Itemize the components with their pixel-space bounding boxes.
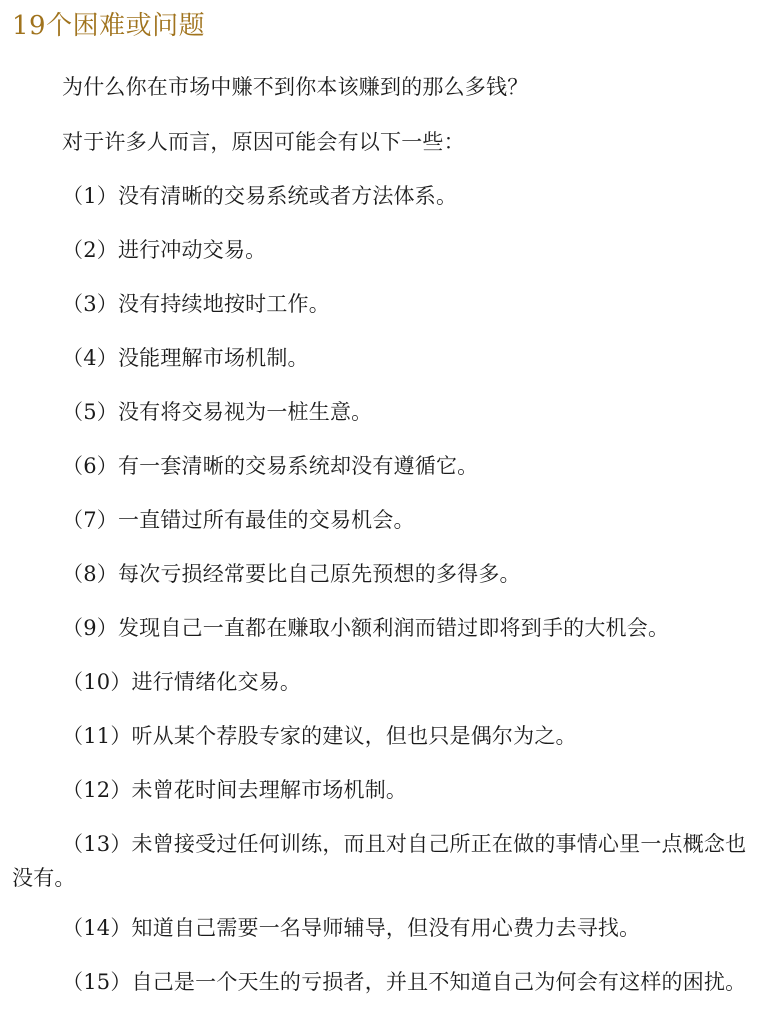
list-item-4: （4）没能理解市场机制。 xyxy=(62,346,309,370)
list-item-15: （15）自己是一个天生的亏损者，并且不知道自己为何会有这样的困扰。 xyxy=(62,970,747,994)
list-item-5: （5）没有将交易视为一桩生意。 xyxy=(62,400,373,424)
list-item-13: （13）未曾接受过任何训练，而且对自己所正在做的事情心里一点概念也没有。 xyxy=(12,832,747,890)
list-item-11: （11）听从某个荐股专家的建议，但也只是偶尔为之。 xyxy=(62,724,577,748)
list-item-9: （9）发现自己一直都在赚取小额利润而错过即将到手的大机会。 xyxy=(62,616,670,640)
list-item-12: （12）未曾花时间去理解市场机制。 xyxy=(62,778,408,802)
list-item-1: （1）没有清晰的交易系统或者方法体系。 xyxy=(62,184,458,208)
list-item-8: （8）每次亏损经常要比自己原先预想的多得多。 xyxy=(62,562,521,586)
list-item-2: （2）进行冲动交易。 xyxy=(62,238,267,262)
list-item-14: （14）知道自己需要一名导师辅导，但没有用心费力去寻找。 xyxy=(62,916,641,940)
list-item-7: （7）一直错过所有最佳的交易机会。 xyxy=(62,508,415,532)
paragraph-intro-question: 为什么你在市场中赚不到你本该赚到的那么多钱？ xyxy=(62,75,529,99)
list-item-3: （3）没有持续地按时工作。 xyxy=(62,292,330,316)
paragraph-intro-reasons: 对于许多人而言，原因可能会有以下一些： xyxy=(62,130,465,154)
list-item-10: （10）进行情绪化交易。 xyxy=(62,670,302,694)
section-title: 19个困难或问题 xyxy=(12,11,206,41)
list-item-6: （6）有一套清晰的交易系统却没有遵循它。 xyxy=(62,454,479,478)
